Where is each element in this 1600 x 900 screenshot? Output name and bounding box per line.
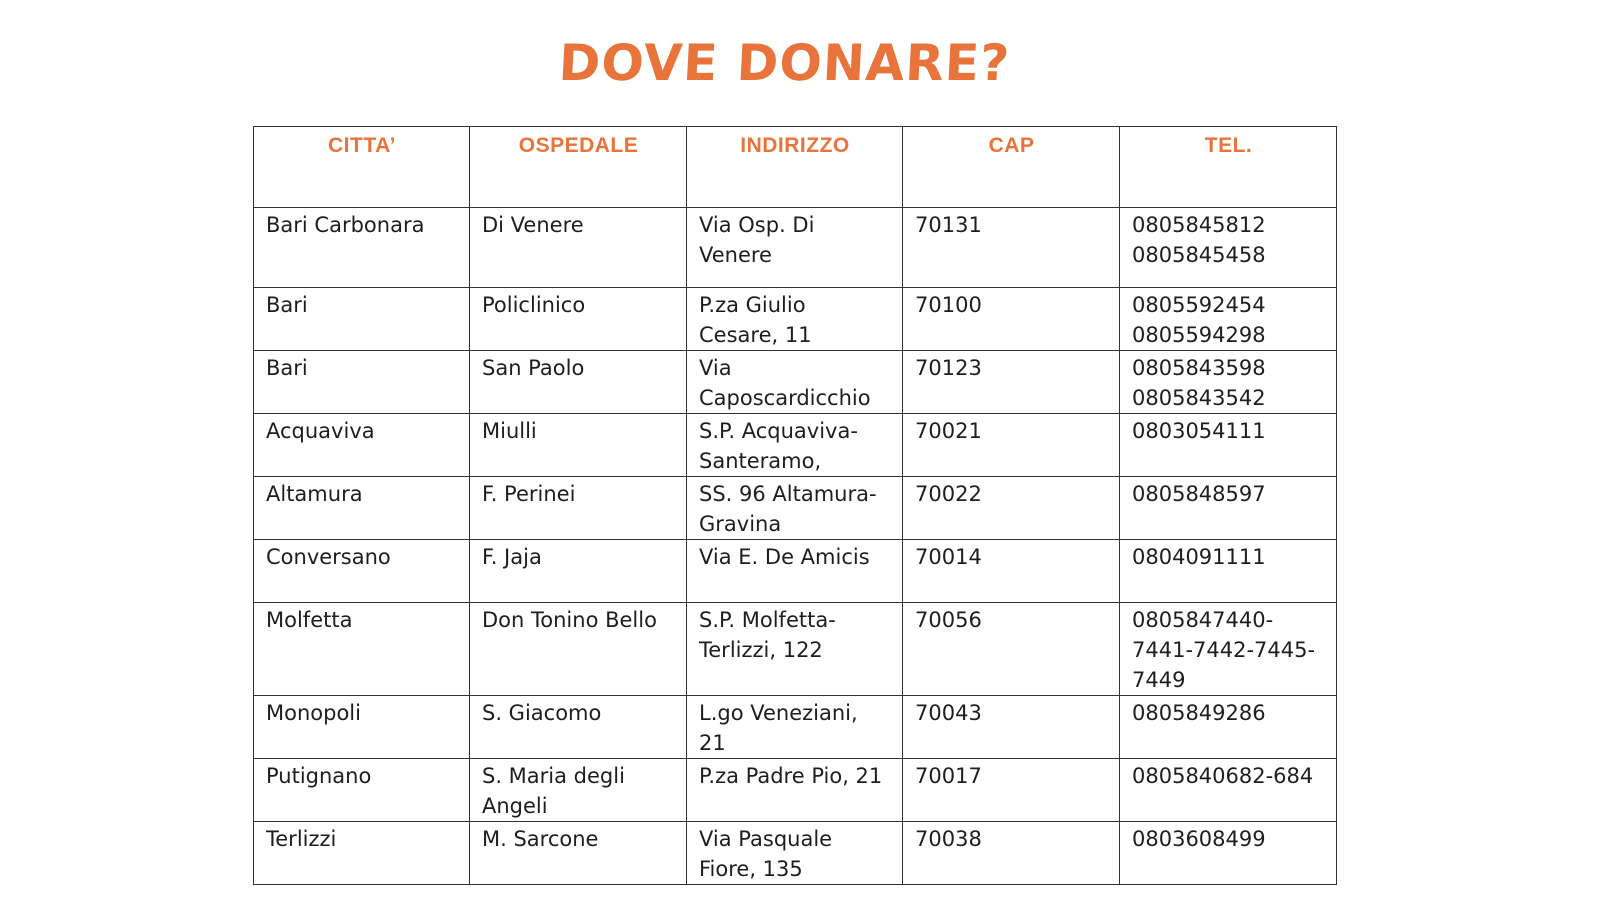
cell-city: Bari Carbonara [254, 208, 470, 288]
cell-hospital: F. Jaja [470, 540, 687, 603]
cell-address: Via Caposcardicchio [687, 351, 903, 414]
cell-cap: 70056 [903, 603, 1120, 696]
cell-cap: 70131 [903, 208, 1120, 288]
column-header-city: CITTA’ [254, 127, 470, 208]
cell-hospital: M. Sarcone [470, 822, 687, 885]
cell-hospital: S. Giacomo [470, 696, 687, 759]
column-header-cap: CAP [903, 127, 1120, 208]
page-title: DOVE DONARE? [557, 34, 1012, 92]
cell-cap: 70017 [903, 759, 1120, 822]
cell-hospital: Miulli [470, 414, 687, 477]
cell-cap: 70014 [903, 540, 1120, 603]
cell-tel: 0803054111 [1120, 414, 1337, 477]
cell-city: Terlizzi [254, 822, 470, 885]
cell-tel: 0803608499 [1120, 822, 1337, 885]
cell-tel: 0805843598 0805843542 [1120, 351, 1337, 414]
cell-hospital: Di Venere [470, 208, 687, 288]
cell-cap: 70100 [903, 288, 1120, 351]
cell-cap: 70022 [903, 477, 1120, 540]
cell-hospital: F. Perinei [470, 477, 687, 540]
cell-tel: 0804091111 [1120, 540, 1337, 603]
cell-hospital: Don Tonino Bello [470, 603, 687, 696]
cell-address: S.P. Acquaviva-Santeramo, [687, 414, 903, 477]
cell-address: Via Pasquale Fiore, 135 [687, 822, 903, 885]
table-header-row [254, 127, 1337, 208]
column-header-tel: TEL. [1120, 127, 1337, 208]
cell-address: P.za Giulio Cesare, 11 [687, 288, 903, 351]
cell-city: Altamura [254, 477, 470, 540]
table-row [254, 696, 1337, 759]
cell-tel: 0805848597 [1120, 477, 1337, 540]
hospital-table [253, 126, 1337, 885]
cell-hospital: S. Maria degli Angeli [470, 759, 687, 822]
cell-cap: 70043 [903, 696, 1120, 759]
cell-city: Bari [254, 288, 470, 351]
cell-cap: 70021 [903, 414, 1120, 477]
cell-tel: 0805840682-684 [1120, 759, 1337, 822]
cell-city: Bari [254, 351, 470, 414]
cell-city: Monopoli [254, 696, 470, 759]
cell-tel: 0805849286 [1120, 696, 1337, 759]
cell-city: Putignano [254, 759, 470, 822]
cell-address: P.za Padre Pio, 21 [687, 759, 903, 822]
cell-tel: 0805847440-7441-7442-7445-7449 [1120, 603, 1337, 696]
cell-cap: 70038 [903, 822, 1120, 885]
cell-hospital: Policlinico [470, 288, 687, 351]
table-row [254, 540, 1337, 603]
cell-address: SS. 96 Altamura-Gravina [687, 477, 903, 540]
cell-tel: 0805845812 0805845458 [1120, 208, 1337, 288]
column-header-address: INDIRIZZO [687, 127, 903, 208]
cell-address: Via Osp. Di Venere [687, 208, 903, 288]
table-row [254, 351, 1337, 414]
cell-address: Via E. De Amicis [687, 540, 903, 603]
column-header-hospital: OSPEDALE [470, 127, 687, 208]
cell-hospital: San Paolo [470, 351, 687, 414]
cell-city: Molfetta [254, 603, 470, 696]
cell-tel: 0805592454 0805594298 [1120, 288, 1337, 351]
cell-city: Conversano [254, 540, 470, 603]
table-row [254, 208, 1337, 288]
table-row [254, 477, 1337, 540]
cell-address: S.P. Molfetta-Terlizzi, 122 [687, 603, 903, 696]
table-row [254, 288, 1337, 351]
table-body [254, 208, 1337, 885]
cell-address: L.go Veneziani, 21 [687, 696, 903, 759]
table-row [254, 759, 1337, 822]
cell-city: Acquaviva [254, 414, 470, 477]
table-row [254, 822, 1337, 885]
table-row [254, 603, 1337, 696]
cell-cap: 70123 [903, 351, 1120, 414]
table-row [254, 414, 1337, 477]
